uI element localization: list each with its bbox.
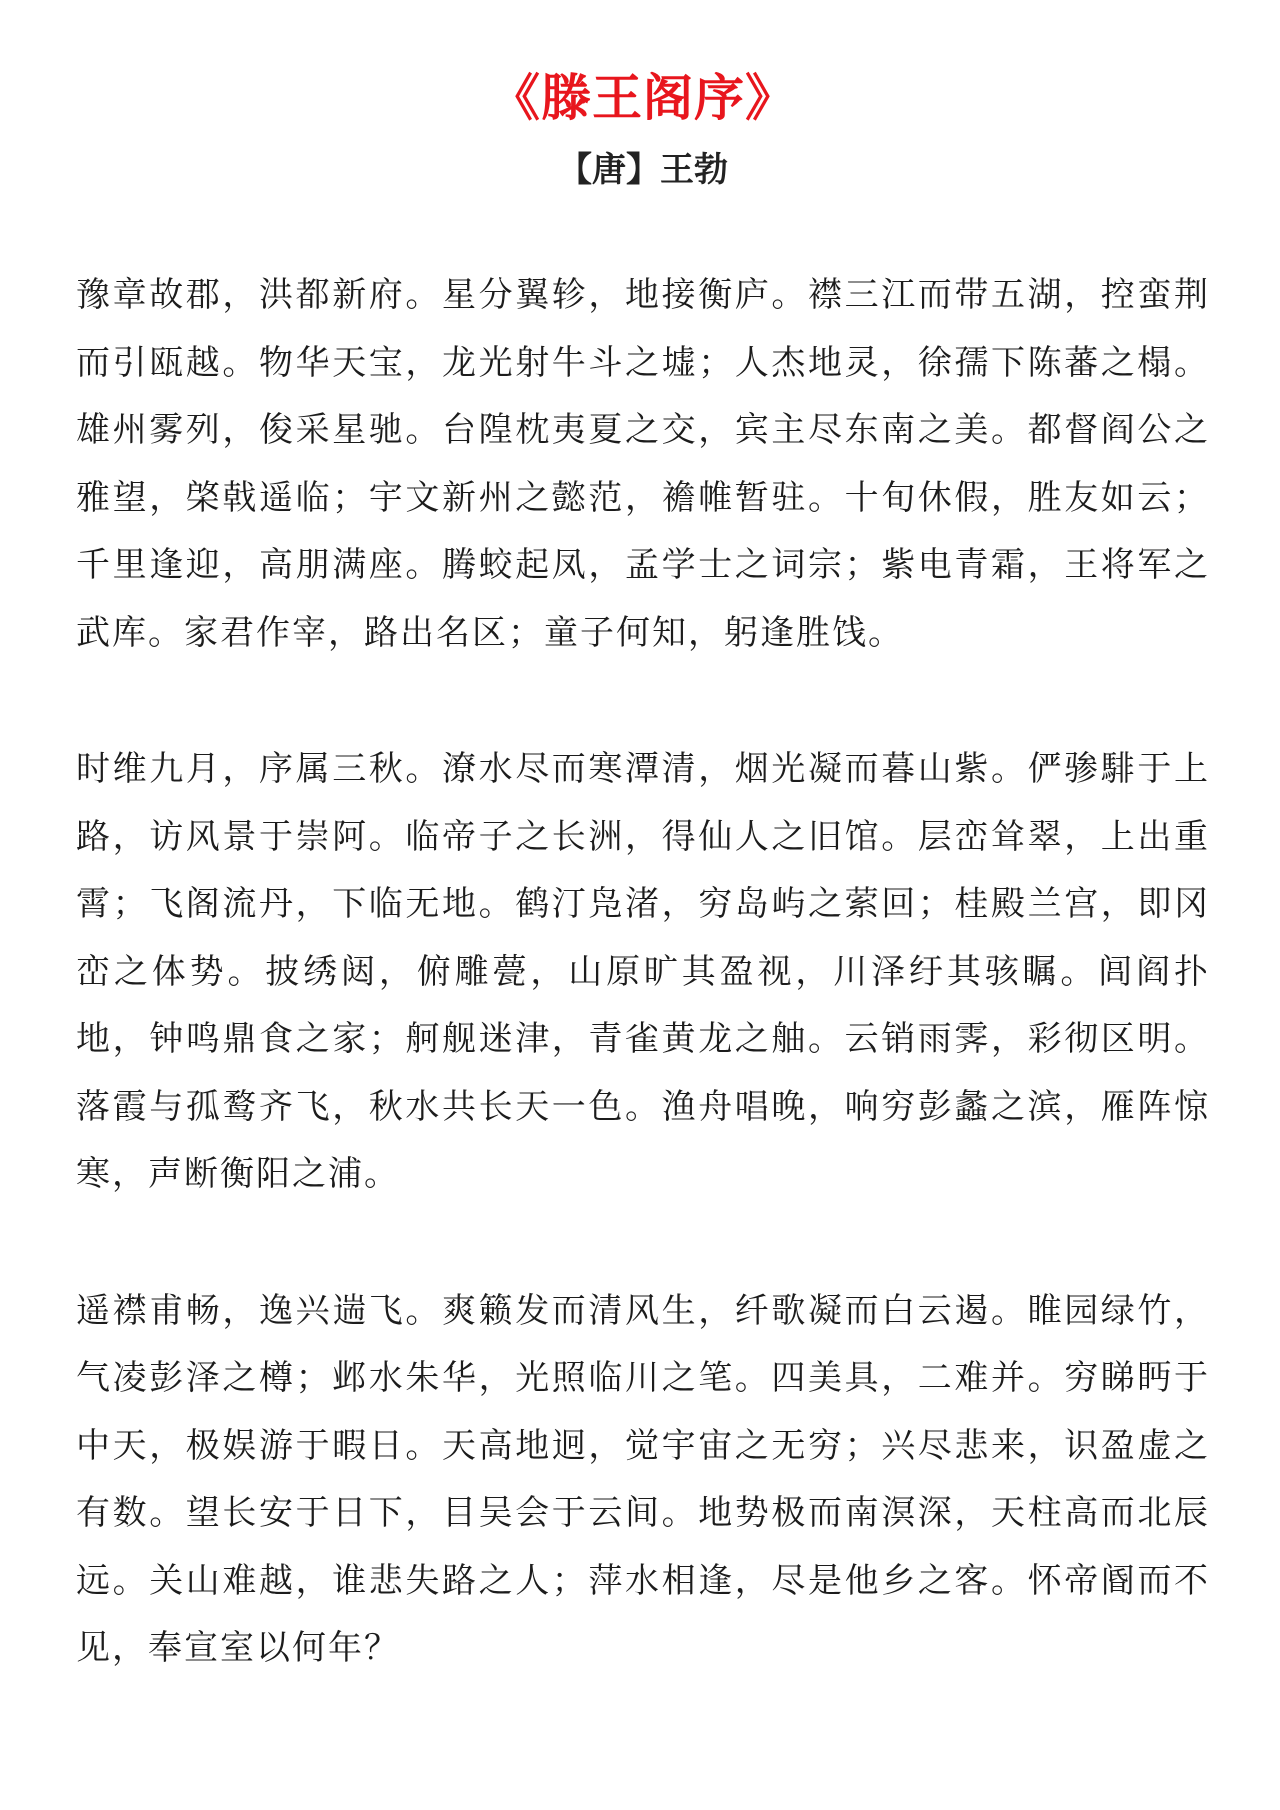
- paragraph-1: 豫章故郡，洪都新府。星分翼轸，地接衡庐。襟三江而带五湖，控蛮荆而引瓯越。物华天宝，龙光射牛斗之墟；人杰地灵，徐孺下陈蕃之榻。雄州雾列，俊采星驰。台隍枕夷夏之交，宾主尽东南之美。都督阎公之雅望，棨戟遥临；宇文新州之懿范，襜帷暂驻。十旬休假，胜友如云；千里逢迎，高朋满座。腾蛟起凤，孟学士之词宗；紫电青霜，王将军之武库。家君作宰，路出名区；童子何知，躬逢胜饯。: [76, 275, 1210, 653]
- paragraph-3: 遥襟甫畅，逸兴遄飞。爽籁发而清风生，纤歌凝而白云遏。睢园绿竹，气凌彭泽之樽；邺水朱华，光照临川之笔。四美具，二难并。穷睇眄于中天，极娱游于暇日。天高地迥，觉宇宙之无穷；兴尽悲来，识盈虚之有数。望长安于日下，目吴会于云间。地势极而南溟深，天柱高而北辰远。关山难越，谁悲失路之人；萍水相逢，尽是他乡之客。怀帝阍而不见，奉宣室以何年？: [76, 1290, 1210, 1668]
- poem-title: 《滕王阁序》: [490, 69, 796, 127]
- poem-author: 【唐】王勃: [558, 150, 728, 190]
- paragraph-2: 时维九月，序属三秋。潦水尽而寒潭清，烟光凝而暮山紫。俨骖騑于上路，访风景于崇阿。临帝子之长洲，得仙人之旧馆。层峦耸翠，上出重霄；飞阁流丹，下临无地。鹤汀凫渚，穷岛屿之萦回；桂殿兰宫，即冈峦之体势。披绣闼，俯雕甍，山原旷其盈视，川泽纡其骇瞩。闾阎扑地，钟鸣鼎食之家；舸舰迷津，青雀黄龙之舳。云销雨霁，彩彻区明。落霞与孤鹜齐飞，秋水共长天一色。渔舟唱晚，响穷彭蠡之滨，雁阵惊寒，声断衡阳之浦。: [76, 749, 1210, 1194]
- poem-body: [76, 262, 1210, 1683]
